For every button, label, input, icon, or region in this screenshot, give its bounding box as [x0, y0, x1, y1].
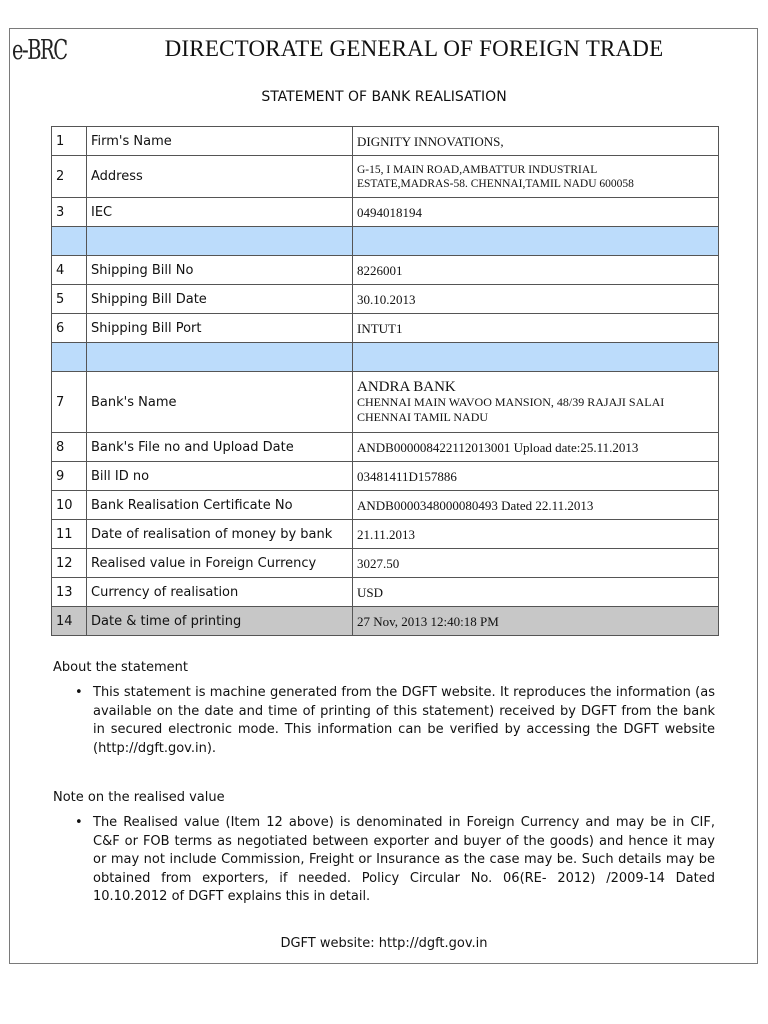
- row-label: Date & time of printing: [87, 607, 353, 636]
- row-value: 03481411D157886: [353, 462, 719, 491]
- table-row-shipping-bill-no: [52, 256, 719, 285]
- table-row-bank-name: [52, 372, 719, 433]
- row-label: Shipping Bill No: [87, 256, 353, 285]
- row-number: 12: [52, 549, 87, 578]
- row-label: Firm's Name: [87, 127, 353, 156]
- row-label: Bank Realisation Certificate No: [87, 491, 353, 520]
- row-value: 27 Nov, 2013 12:40:18 PM: [353, 607, 719, 636]
- bank-address-line-2: CHENNAI TAMIL NADU: [357, 410, 489, 424]
- row-number: 4: [52, 256, 87, 285]
- row-label: Bank's Name: [87, 372, 353, 433]
- note-heading: Note on the realised value: [53, 790, 225, 805]
- row-value: 8226001: [353, 256, 719, 285]
- row-number: 2: [52, 156, 87, 198]
- address-line-1: G-15, I MAIN ROAD,AMBATTUR INDUSTRIAL: [357, 163, 598, 176]
- row-number: 6: [52, 314, 87, 343]
- row-label: Bank's File no and Upload Date: [87, 433, 353, 462]
- bullet-icon: •: [75, 685, 83, 700]
- row-number: 14: [52, 607, 87, 636]
- row-value: 0494018194: [353, 198, 719, 227]
- about-heading: About the statement: [53, 660, 188, 675]
- row-label: Currency of realisation: [87, 578, 353, 607]
- row-value: [353, 372, 719, 433]
- page-title: DIRECTORATE GENERAL OF FOREIGN TRADE: [164, 36, 664, 61]
- table-row-firm-name: [52, 127, 719, 156]
- table-row-address: [52, 156, 719, 198]
- row-number: 5: [52, 285, 87, 314]
- row-number: 9: [52, 462, 87, 491]
- row-number: 3: [52, 198, 87, 227]
- table-row-brc-no: [52, 491, 719, 520]
- row-value: INTUT1: [353, 314, 719, 343]
- row-value: DIGNITY INNOVATIONS,: [353, 127, 719, 156]
- note-text: The Realised value (Item 12 above) is denominated in Foreign Currency and may be in CIF, C&F or FOB terms as negotiated between exporter and buyer of the goods) and hence it may or may not include Commission, Freight or Insurance as the case may be. Such details may be obtained from exporters, if needed. Policy Circular No. 06(RE- 2012) /2009-14 Dated 10.10.2012 of DGFT explains this in detail.: [93, 815, 715, 904]
- bank-name: ANDRA BANK: [357, 379, 456, 395]
- row-label: Shipping Bill Port: [87, 314, 353, 343]
- table-row-shipping-bill-date: [52, 285, 719, 314]
- row-number: 8: [52, 433, 87, 462]
- row-number: 7: [52, 372, 87, 433]
- table-row-iec: [52, 198, 719, 227]
- about-text: This statement is machine generated from the DGFT website. It reproduces the information (as available on the date and time of printing of this statement) received by DGFT from the bank in secured electronic mode. This information can be verified by accessing the DGFT website (http://dgft.gov.in).: [93, 685, 715, 756]
- row-number: 1: [52, 127, 87, 156]
- row-value: ANDB000008422112013001 Upload date:25.11.2013: [353, 433, 719, 462]
- table-row-realised-value: [52, 549, 719, 578]
- table-row-bill-id: [52, 462, 719, 491]
- table-row-print-date: [52, 607, 719, 636]
- row-value: 30.10.2013: [353, 285, 719, 314]
- row-label: Bill ID no: [87, 462, 353, 491]
- row-label: Realised value in Foreign Currency: [87, 549, 353, 578]
- table-row-shipping-bill-port: [52, 314, 719, 343]
- row-value: 3027.50: [353, 549, 719, 578]
- separator-row: [52, 343, 719, 372]
- address-line-2: ESTATE,MADRAS-58. CHENNAI,TAMIL NADU 600058: [357, 177, 634, 190]
- row-number: 11: [52, 520, 87, 549]
- table-row-realisation-date: [52, 520, 719, 549]
- row-label: Shipping Bill Date: [87, 285, 353, 314]
- row-value: USD: [353, 578, 719, 607]
- bullet-icon: •: [75, 815, 83, 830]
- row-value: [353, 156, 719, 198]
- row-number: 10: [52, 491, 87, 520]
- statement-subtitle: STATEMENT OF BANK REALISATION: [261, 89, 507, 105]
- row-value: ANDB0000348000080493 Dated 22.11.2013: [353, 491, 719, 520]
- separator-row: [52, 227, 719, 256]
- footer-website: DGFT website: http://dgft.gov.in: [280, 936, 488, 951]
- row-value: 21.11.2013: [353, 520, 719, 549]
- row-label: Address: [87, 156, 353, 198]
- ebrc-logo: e-BRC: [12, 35, 67, 66]
- table-row-bank-file: [52, 433, 719, 462]
- row-label: IEC: [87, 198, 353, 227]
- table-row-currency: [52, 578, 719, 607]
- row-number: 13: [52, 578, 87, 607]
- row-label: Date of realisation of money by bank: [87, 520, 353, 549]
- statement-table: [51, 126, 719, 636]
- bank-address-line-1: CHENNAI MAIN WAVOO MANSION, 48/39 RAJAJI SALAI: [357, 395, 665, 409]
